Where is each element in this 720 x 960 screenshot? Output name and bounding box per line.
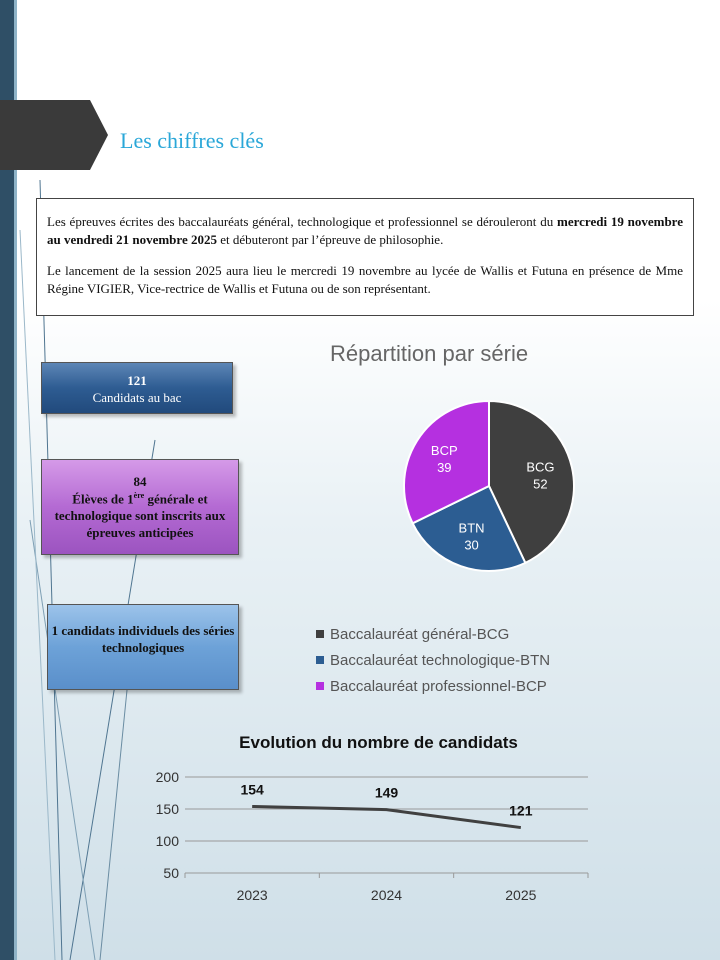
legend-label: Baccalauréat technologique-BTN (330, 651, 551, 669)
pie-value: 30 (464, 537, 479, 553)
legend-swatch (316, 656, 324, 664)
info-text: et débuteront par l’épreuve de philosophie. (216, 231, 444, 247)
pie-chart (395, 393, 585, 583)
y-tick-label: 200 (155, 769, 179, 785)
line-chart-title: Evolution du nombre de candidats (239, 733, 518, 752)
stat-box-eleves (41, 459, 239, 555)
stat-label (42, 491, 238, 542)
info-paragraph-1 (47, 213, 683, 248)
info-dates: mercredi 19 novembre au vendredi 21 novembre 2025 (47, 214, 683, 247)
pie-legend (316, 621, 550, 699)
legend-item (316, 621, 550, 647)
legend-swatch (316, 682, 324, 690)
pie-label: BTN (458, 520, 485, 536)
y-tick-label: 50 (163, 865, 179, 881)
line-chart (140, 765, 600, 915)
stat-box-candidates (41, 362, 233, 414)
pie-value: 39 (437, 460, 452, 476)
legend-item (316, 647, 550, 673)
legend-item (316, 673, 550, 699)
stat-label: Candidats au bac (92, 389, 182, 405)
info-text: Les épreuves écrites des baccalauréats général, technologique et professionnel se dérouleront du (47, 214, 557, 229)
y-tick-label: 100 (155, 833, 179, 849)
pie-chart-title: Répartition par série (330, 341, 529, 366)
data-label: 154 (240, 781, 264, 798)
info-box (36, 198, 694, 316)
pie-label: BCP (430, 443, 458, 459)
x-tick-label: 2023 (236, 887, 268, 903)
line-series (252, 806, 521, 827)
section-title: Les chiffres clés (120, 128, 264, 153)
pie-value: 52 (533, 476, 548, 492)
stat-box-individuals (47, 604, 239, 690)
stat-label: 1 candidats individuels des séries technologiques (51, 623, 235, 655)
y-tick-label: 150 (155, 801, 179, 817)
data-label: 121 (509, 802, 533, 819)
pie-label: BCG (526, 459, 555, 475)
stat-number: 121 (127, 373, 147, 388)
stat-number: 84 (133, 474, 147, 489)
legend-label: Baccalauréat professionnel-BCP (330, 677, 547, 695)
legend-swatch (316, 630, 324, 638)
info-paragraph-2: Le lancement de la session 2025 aura lieu le mercredi 19 novembre au lycée de Wallis et Futuna en présence de Mme Régine VIGIER, Vice-rectrice de Wallis et Futuna ou de son représentant. (47, 263, 683, 296)
stat-label-part: générale et technologique sont inscrits aux épreuves anticipées (54, 491, 226, 540)
x-tick-label: 2024 (370, 887, 403, 903)
stat-label-part: Élèves de 1 (72, 491, 134, 507)
legend-label: Baccalauréat général-BCG (330, 625, 510, 643)
title-arrow-shape (0, 100, 110, 170)
stat-label-sup: ère (133, 490, 145, 500)
x-tick-label: 2025 (505, 887, 537, 903)
data-label: 149 (374, 784, 399, 801)
